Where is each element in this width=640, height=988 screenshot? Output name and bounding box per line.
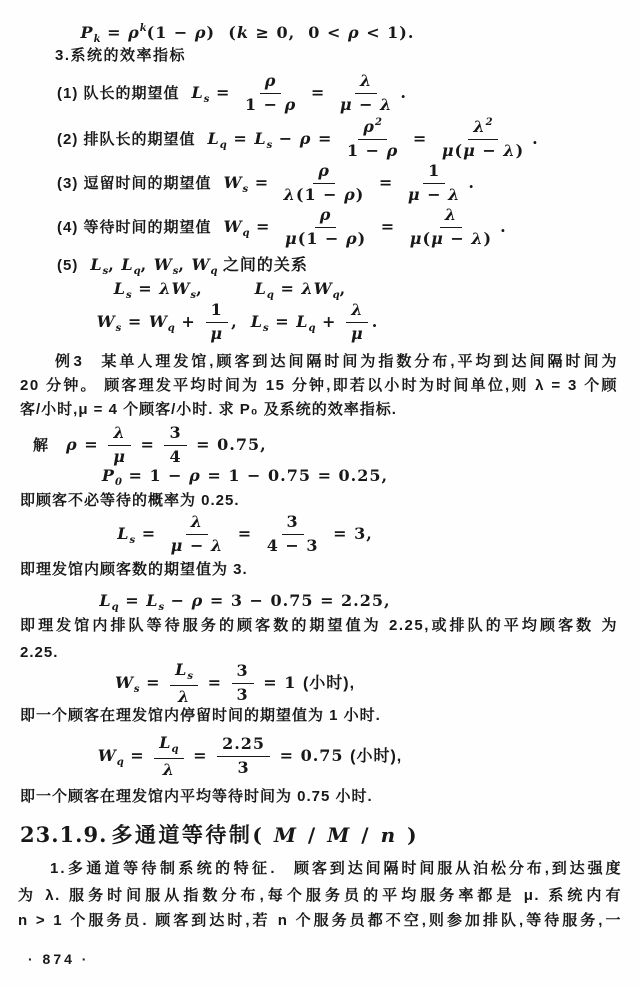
formula-token: λW xyxy=(159,279,191,298)
formula-token: = xyxy=(186,746,215,766)
metric-item-4-formula xyxy=(223,205,507,249)
formula-token: = xyxy=(77,435,106,455)
metric-item-1-label: (1) 队长的期望值 xyxy=(57,85,180,103)
formula-token: ) xyxy=(355,185,365,205)
metric-item-1 xyxy=(57,72,407,116)
formula-token: q xyxy=(111,602,119,613)
formula-token: , xyxy=(108,255,122,274)
formula-token: 2 xyxy=(485,117,493,128)
formula-token: L xyxy=(90,255,103,274)
formula-token: . xyxy=(468,173,475,193)
formula-token: s xyxy=(203,94,210,106)
metric-item-5-formula xyxy=(90,255,308,277)
page-number: · 874 · xyxy=(28,951,90,967)
formula-token: μ xyxy=(113,447,126,467)
formula-token: q xyxy=(332,290,340,301)
formula-token: 2 xyxy=(374,117,382,128)
formula-token: ρ xyxy=(318,161,330,180)
formula-token: L xyxy=(113,279,127,298)
formula-token: L xyxy=(99,591,112,610)
formula-token: L xyxy=(254,128,267,148)
formula-token: = xyxy=(201,673,229,693)
mmn-paragraph-line-2: 为 λ. 服务时间服从指数分布,每个服务员的平均服务率都是 μ. 系统内有 xyxy=(18,887,622,904)
formula-token: ρ xyxy=(363,117,375,136)
formula-token: . xyxy=(532,128,539,148)
formula-token: W xyxy=(96,312,116,332)
equation-ls xyxy=(0,513,490,557)
formula-token: μ xyxy=(210,324,224,344)
formula-token: 3 xyxy=(236,661,249,681)
metric-item-3-formula xyxy=(223,161,475,205)
formula-token: L xyxy=(191,83,204,103)
formula-token: , xyxy=(339,279,347,298)
formula-token: = xyxy=(249,217,278,237)
formula-token: μ xyxy=(463,141,476,161)
formula-token: W xyxy=(114,673,134,693)
formula-token: = xyxy=(131,279,160,298)
fraction xyxy=(232,662,254,706)
metric-item-2-label: (2) 排队长的期望值 xyxy=(57,130,196,148)
formula-token: = xyxy=(304,83,332,103)
formula-token: 1 xyxy=(210,300,223,319)
formula-token: λ xyxy=(471,229,484,249)
formula-token: = 1 − 0.75 = 0.25, xyxy=(200,466,389,485)
formula-token: s xyxy=(129,535,136,547)
formula-token: − xyxy=(443,229,472,249)
formula-token: s xyxy=(266,139,273,151)
note-sojourn-time: 即一个顾客在理发馆内停留时间的期望值为 1 小时. xyxy=(20,707,381,724)
formula-token: λ xyxy=(380,95,393,115)
formula-token: L xyxy=(146,591,159,610)
formula-token: q xyxy=(266,290,274,301)
formula-token: W xyxy=(97,746,117,766)
formula-token: W xyxy=(148,312,168,332)
formula-token: = xyxy=(118,591,147,610)
formula-token: q xyxy=(210,266,218,277)
equation-p0 xyxy=(0,466,490,492)
formula-token: q xyxy=(171,744,179,755)
formula-token: λ xyxy=(283,185,296,205)
formula-token: s xyxy=(126,290,132,301)
formula-token: = xyxy=(209,83,237,103)
formula-token: k xyxy=(139,23,147,34)
section-23-1-9-heading xyxy=(20,820,419,851)
formula-token: q xyxy=(219,139,227,151)
formula-token: q xyxy=(308,323,316,335)
formula-token: = 1 xyxy=(256,673,303,693)
formula-token: L xyxy=(121,255,134,274)
formula-token: s xyxy=(187,671,193,682)
fraction xyxy=(403,162,465,206)
formula-token: ρ xyxy=(319,205,332,224)
section-title: 多通道等待制 xyxy=(111,824,253,847)
formula-token: μ xyxy=(339,95,353,115)
formula-token: 0 xyxy=(114,477,122,488)
formula-token: s xyxy=(133,684,140,696)
formula-token: 3 xyxy=(286,512,299,531)
formula-token: ρ xyxy=(191,591,204,610)
fraction xyxy=(108,424,131,468)
fraction xyxy=(205,301,228,345)
formula-token: λ xyxy=(444,205,458,224)
example-3-line-1 xyxy=(55,352,618,371)
formula-token: (1 − xyxy=(295,185,345,205)
formula-token: . xyxy=(500,217,507,237)
formula-token: L xyxy=(175,660,188,679)
fraction xyxy=(154,734,183,780)
fraction xyxy=(170,661,198,707)
formula-token: μ xyxy=(407,185,421,205)
formula-token: 2.25 xyxy=(222,734,266,754)
note-waiting-customers-line-2: 2.25. xyxy=(20,644,59,661)
formula-token: = xyxy=(406,128,434,148)
formula-token: = 0.75, xyxy=(189,435,267,455)
formula-token: μ xyxy=(351,324,364,344)
formula-token: 4 − 3 xyxy=(266,536,319,556)
formula-token: 3 xyxy=(169,423,182,442)
formula-token: = xyxy=(248,173,276,193)
formula-token: ρ xyxy=(346,229,358,249)
fraction xyxy=(166,513,228,557)
formula-token: (1 − xyxy=(297,229,346,249)
fraction xyxy=(342,117,403,162)
formula-token: ≥ 0, 0 < xyxy=(248,23,348,42)
section-number: 23.1.9. xyxy=(20,822,108,847)
formula-token: ρ xyxy=(194,23,207,42)
formula-token: s xyxy=(263,323,269,335)
formula-token: ρ xyxy=(386,141,399,161)
fraction xyxy=(240,72,301,116)
formula-token: 1 xyxy=(428,161,441,180)
formula-token: − xyxy=(352,95,381,115)
note-waiting-customers-line-1: 即理发馆内排队等待服务的顾客数的期望值为 2.25,或排队的平均顾客数 为 xyxy=(20,617,618,634)
formula-token: s xyxy=(115,323,122,335)
formula-token: ( xyxy=(422,229,432,249)
example-3-text-1: 某单人理发馆,顾客到达间隔时间为指数分布,平均到达间隔时间为 xyxy=(99,353,619,370)
formula-token: ρ xyxy=(299,128,312,148)
metric-item-2-formula xyxy=(207,117,539,161)
formula-token: L xyxy=(207,128,220,148)
formula-token: λ xyxy=(448,185,461,205)
example-3-line-3: 客/小时,μ = 4 个顾客/小时. 求 P₀ 及系统的效率指标. xyxy=(20,401,397,418)
formula-token: = xyxy=(226,128,255,148)
formula-token: λ xyxy=(190,512,204,531)
section-3-heading: 3.系统的效率指标 xyxy=(55,47,187,64)
formula-token: ) ( xyxy=(206,23,237,42)
formula-token: μ xyxy=(285,229,298,249)
formula-token: s xyxy=(190,290,197,301)
formula-token: − xyxy=(475,141,504,161)
formula-token: + xyxy=(315,312,344,332)
formula-token: λ xyxy=(359,71,373,90)
formula-token: ρ xyxy=(344,185,356,205)
formula-token: . xyxy=(400,83,407,103)
formula-token: μ xyxy=(431,229,444,249)
metric-item-4-label: (4) 等待时间的期望值 xyxy=(57,219,212,237)
formula-token: = xyxy=(231,524,259,544)
formula-token: λ xyxy=(473,117,486,136)
formula-token: q xyxy=(167,323,175,335)
metric-item-4 xyxy=(57,206,507,250)
formula-token: s xyxy=(102,266,109,277)
example-3-tag: 例3 xyxy=(55,353,84,370)
formula-token: P xyxy=(80,23,94,42)
formula-token: s xyxy=(172,266,179,277)
formula-token: ρ xyxy=(284,95,297,115)
formula-token: ρ xyxy=(128,23,140,42)
formula-token: (1 − xyxy=(146,23,195,42)
formula-token: = xyxy=(121,312,149,332)
formula-token: ρ xyxy=(66,435,78,455)
formula-token: k xyxy=(236,23,249,42)
equation-lq xyxy=(0,591,490,617)
formula-token: = xyxy=(139,673,168,693)
formula-token: ) xyxy=(357,229,367,249)
mmn-paragraph-text-1: 顾客到达间隔时间服从泊松分布,到达强度 xyxy=(292,860,622,877)
formula-token: μ xyxy=(409,229,423,249)
formula-token: = xyxy=(135,524,163,544)
metric-item-1-formula xyxy=(191,71,407,115)
fraction xyxy=(346,301,369,345)
note-queue-length: 即理发馆内顾客数的期望值为 3. xyxy=(20,561,248,578)
formula-token: q xyxy=(116,757,124,769)
formula-token: L xyxy=(117,524,130,544)
formula-token: ρ xyxy=(189,466,201,485)
mmn-paragraph-line-3: n > 1 个服务员. 顾客到达时,若 n 个服务员都不空,则参加排队,等待服务,一 xyxy=(18,912,622,929)
formula-token: + xyxy=(174,312,203,332)
formula-token: / xyxy=(351,823,381,847)
solution-tag: 解 xyxy=(33,437,51,455)
formula-token: k xyxy=(93,34,101,45)
formula-token: q xyxy=(133,266,141,277)
formula-token: 之间的关系 xyxy=(217,257,308,274)
formula-token: = xyxy=(273,279,302,298)
formula-token: λ xyxy=(113,423,126,442)
metric-item-3 xyxy=(57,162,475,206)
formula-token: = 1 − xyxy=(121,466,190,485)
formula-token: / xyxy=(298,823,328,847)
metric-item-3-label: (3) 逗留时间的期望值 xyxy=(57,175,212,193)
formula-token: = xyxy=(268,312,297,332)
metric-item-5 xyxy=(57,255,308,281)
section-model-notation xyxy=(252,825,419,847)
formula-token: − xyxy=(420,185,449,205)
formula-token: L xyxy=(250,312,264,332)
formula-token: λ xyxy=(351,300,364,319)
formula-token: ( xyxy=(252,823,274,847)
formula-token: 1 − xyxy=(346,141,387,161)
fraction xyxy=(335,72,397,116)
formula-token: W xyxy=(153,255,173,274)
formula-token: , xyxy=(196,279,203,298)
formula-token: λ xyxy=(503,141,516,161)
formula-token: = 3 − 0.75 = 2.25, xyxy=(203,591,391,610)
equation-pk xyxy=(0,19,495,49)
formula-token: L xyxy=(254,279,267,298)
equation-ws xyxy=(0,661,470,707)
formula-token: L xyxy=(296,312,309,332)
fraction xyxy=(164,424,186,468)
mmn-paragraph-tag: 1.多通道等待制系统的特征. xyxy=(50,860,277,877)
formula-token: (小时), xyxy=(302,675,356,693)
formula-token: 3 xyxy=(237,758,250,778)
formula-token: μ xyxy=(441,141,455,161)
mmn-paragraph-line-1 xyxy=(50,859,622,878)
formula-token: , xyxy=(178,255,192,274)
metric-item-5-label: (5) xyxy=(57,257,79,274)
formula-token: λW xyxy=(301,279,333,298)
fraction xyxy=(262,513,324,557)
formula-token: ) xyxy=(483,229,493,249)
formula-token: ρ xyxy=(264,71,277,90)
formula-token: ρ xyxy=(347,23,360,42)
formula-token: = 0.75 xyxy=(273,746,351,766)
formula-token: s xyxy=(158,602,165,613)
formula-token: L xyxy=(159,733,172,752)
formula-token: q xyxy=(242,228,250,240)
formula-token: 4 xyxy=(169,447,182,467)
formula-token: s xyxy=(242,184,249,196)
example-3-line-2: 20 分钟。 顾客理发平均时间为 15 分钟,即若以小时为时间单位,则 λ = 3 个顾 xyxy=(20,377,618,394)
formula-token: = 3, xyxy=(326,524,373,544)
formula-token: n xyxy=(380,823,398,847)
formula-token: W xyxy=(223,217,243,237)
formula-token: M xyxy=(273,823,299,847)
formula-token: − xyxy=(183,536,211,556)
fraction xyxy=(437,117,529,162)
fraction xyxy=(405,206,497,250)
formula-token: − xyxy=(164,591,192,610)
formula-token: . xyxy=(371,312,379,332)
formula-token: , xyxy=(140,255,154,274)
formula-token: = xyxy=(372,173,400,193)
formula-token: λ xyxy=(210,536,224,556)
metric-item-2 xyxy=(57,117,539,162)
formula-token: = xyxy=(133,435,162,455)
formula-token: (小时), xyxy=(350,748,403,766)
formula-token: ( xyxy=(454,141,464,161)
solution-formula xyxy=(66,423,267,467)
formula-token: = xyxy=(374,217,402,237)
formula-token: ) xyxy=(515,141,525,161)
note-waiting-probability: 即顾客不必等待的概率为 0.25. xyxy=(20,492,240,509)
formula-token: 1 − xyxy=(244,95,285,115)
formula-token: μ xyxy=(170,536,184,556)
formula-token: λ xyxy=(177,686,191,706)
fraction xyxy=(279,162,370,206)
formula-token: λ xyxy=(162,759,175,779)
formula-token: − xyxy=(272,128,300,148)
formula-token: < 1). xyxy=(359,23,415,42)
formula-token: = xyxy=(311,128,339,148)
fraction xyxy=(217,735,270,779)
formula-token: = xyxy=(100,23,129,42)
formula-token: W xyxy=(191,255,211,274)
formula-token: ) xyxy=(397,823,420,847)
formula-token: M xyxy=(327,823,352,847)
note-average-wait: 即一个顾客在理发馆内平均等待时间为 0.75 小时. xyxy=(20,788,373,805)
solution-line xyxy=(33,424,267,468)
equation-wq xyxy=(0,734,500,780)
formula-token: W xyxy=(223,173,243,193)
fraction xyxy=(280,206,371,250)
formula-token: = xyxy=(123,746,152,766)
formula-token: 3 xyxy=(236,685,249,705)
equation-relations-2 xyxy=(0,301,475,345)
formula-token: P xyxy=(101,466,115,485)
formula-token: , xyxy=(231,312,251,332)
